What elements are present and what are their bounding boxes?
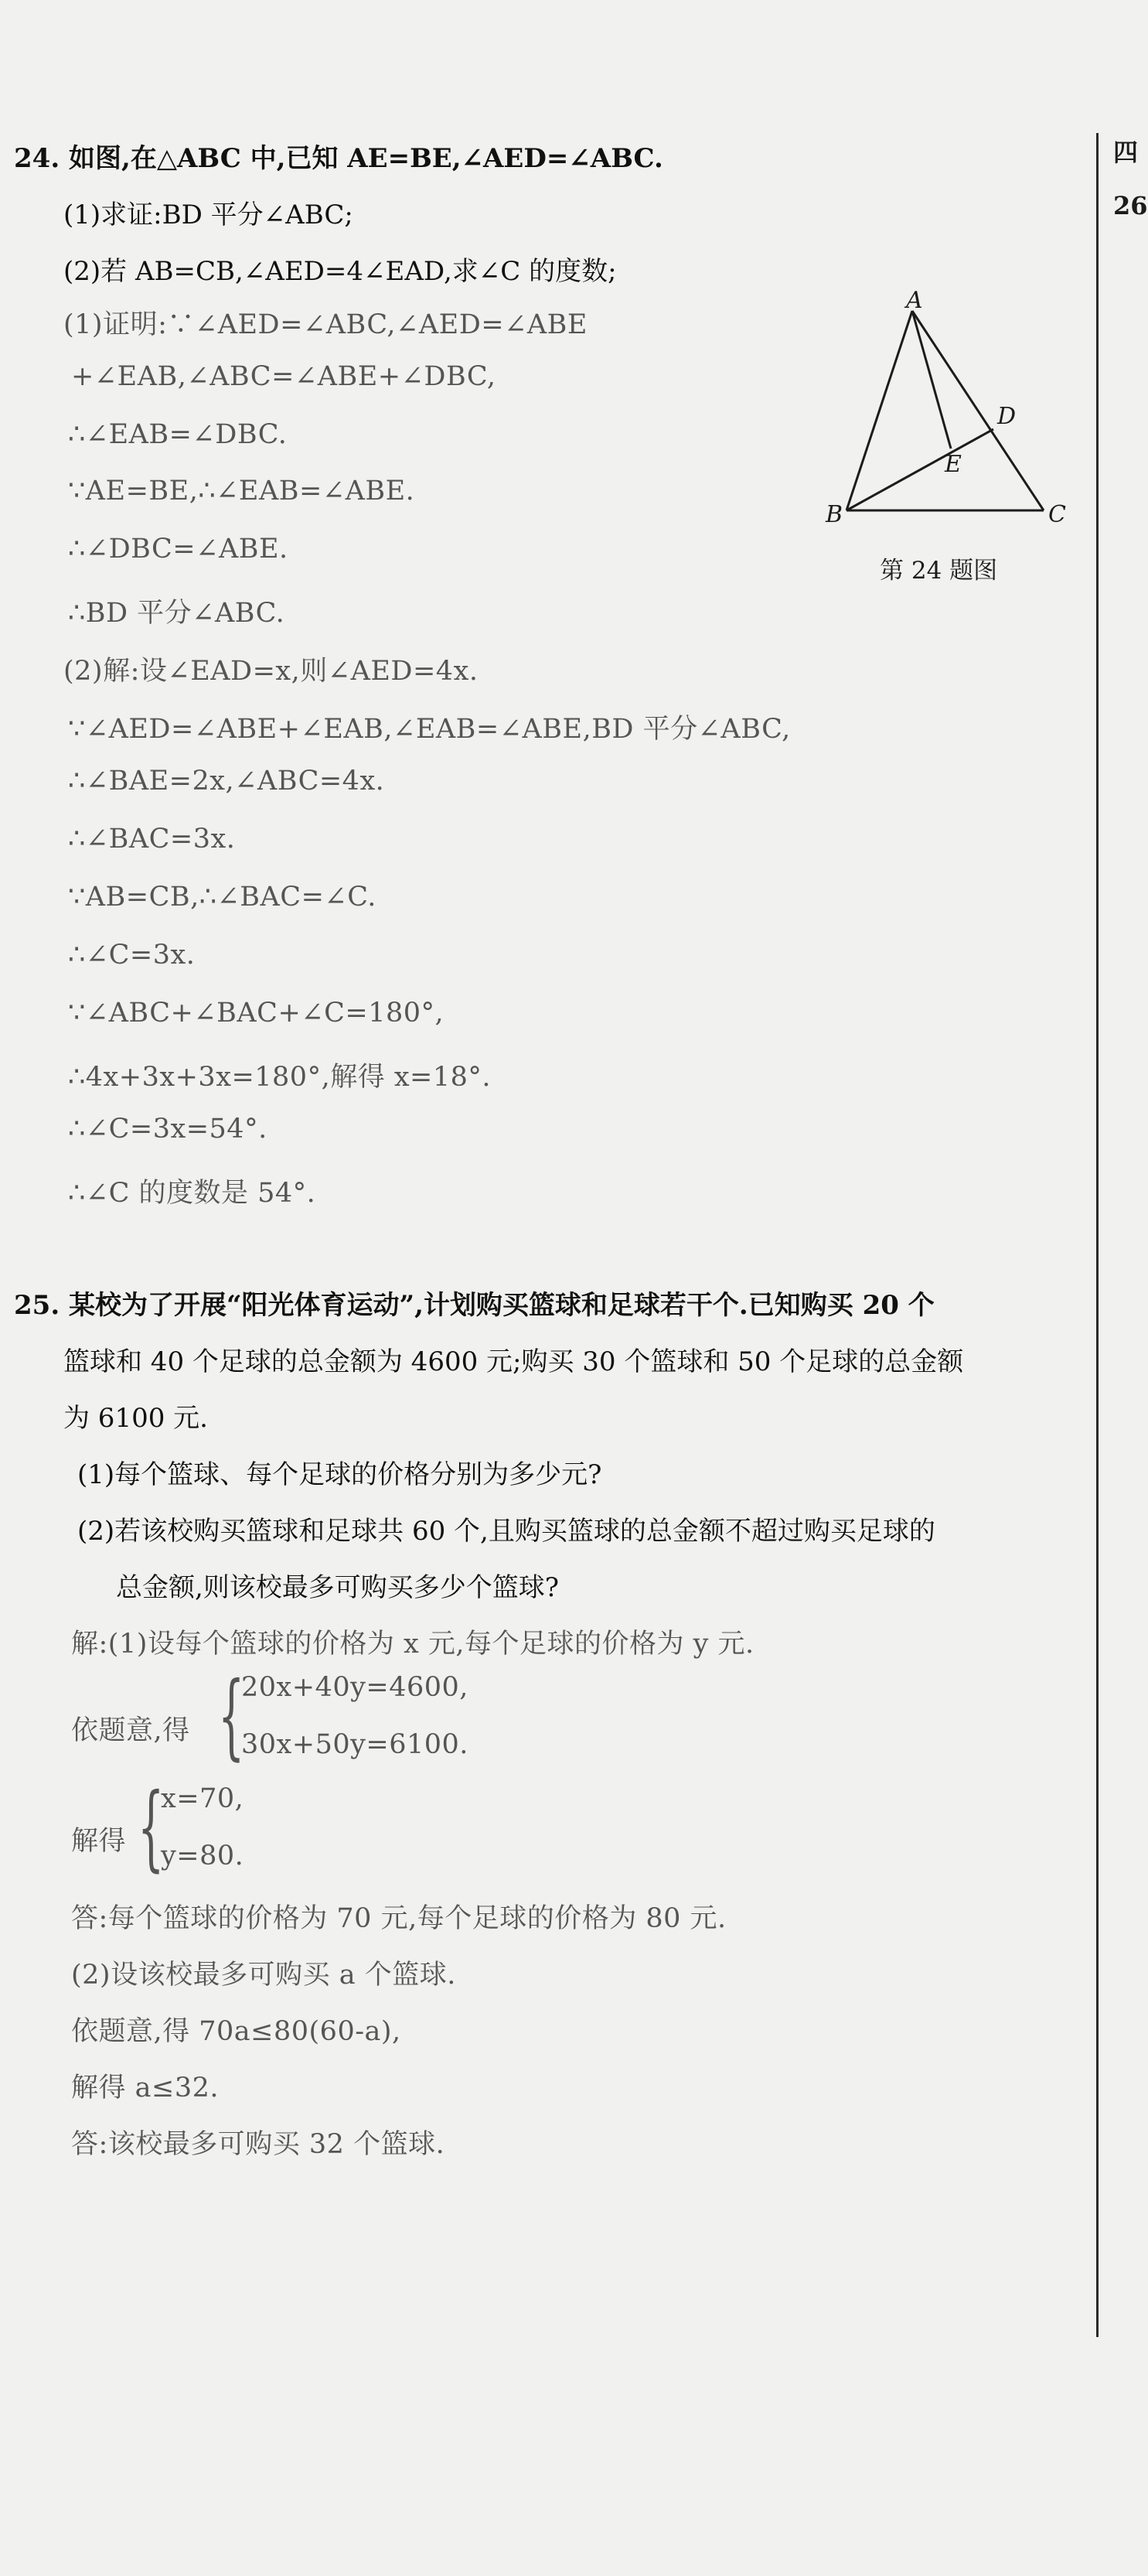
system-brace: { [218,1663,245,1770]
q24-stem: 24. 如图,在△ABC 中,已知 AE=BE,∠AED=∠ABC. [14,143,663,174]
q24-part1: (1)求证:BD 平分∠ABC; [63,200,353,230]
q25-system2-label: 解得 [71,1826,127,1857]
segment-AE [912,311,951,449]
q25-part2: (2)若该校购买篮球和足球共 60 个,且购买篮球的总金额不超过购买足球的 [77,1516,935,1547]
q25-system1-label: 依题意,得 [71,1715,190,1746]
q25-system1-eq: 30x+50y=6100. [241,1729,468,1760]
q24-answer-line: ∵∠AED=∠ABE+∠EAB,∠EAB=∠ABE,BD 平分∠ABC, [68,714,791,745]
q24-answer-line: (1)证明:∵∠AED=∠ABC,∠AED=∠ABE [63,309,588,340]
column-divider [1096,133,1099,2337]
q25-answer-line: 答:该校最多可购买 32 个篮球. [71,2129,445,2160]
q25-stem-cont: 篮球和 40 个足球的总金额为 4600 元;购买 30 个篮球和 50 个足球的总金额 [63,1346,964,1377]
vertex-label-C: C [1048,501,1066,528]
q24-answer-line: +∠EAB,∠ABC=∠ABE+∠DBC, [71,361,496,392]
q25-answer-line: (2)设该校最多可购买 a 个篮球. [71,1960,456,1991]
q25-system2-eq: y=80. [161,1841,244,1871]
q25-answer-line: 解:(1)设每个篮球的价格为 x 元,每个足球的价格为 y 元. [71,1629,755,1660]
vertex-label-D: D [997,403,1017,430]
q25-system2-eq: x=70, [161,1783,244,1814]
q25-answer-line: 依题意,得 70a≤80(60-a), [71,2016,401,2047]
q24-answer-line: ∴∠BAE=2x,∠ABC=4x. [68,766,385,797]
vertex-label-A: A [906,287,923,314]
q25-part1: (1)每个篮球、每个足球的价格分别为多少元? [77,1459,602,1490]
edge-section-label: 四 [1113,138,1139,167]
q25-stem: 25. 某校为了开展“阳光体育运动”,计划购买篮球和足球若干个.已知购买 20 个 [14,1290,935,1321]
triangle-figure [812,286,1090,541]
q24-answer-line: ∴4x+3x+3x=180°,解得 x=18°. [68,1062,492,1093]
q25-part2-cont: 总金额,则该校最多可购买多少个篮球? [116,1572,560,1603]
q24-answer-line: ∴∠EAB=∠DBC. [68,419,288,450]
point-label-E: E [945,451,962,478]
q25-stem-cont: 为 6100 元. [63,1403,208,1434]
q24-answer-line: ∵AB=CB,∴∠BAC=∠C. [68,882,376,913]
edge-question-number: 26 [1113,191,1148,220]
q24-answer-line: ∴∠C=3x=54°. [68,1114,267,1145]
vertex-label-B: B [826,501,843,528]
q24-answer-line: ∵AE=BE,∴∠EAB=∠ABE. [68,476,415,507]
q25-answer-line: 答:每个篮球的价格为 70 元,每个足球的价格为 80 元. [71,1903,727,1934]
q24-answer-line: ∴∠BAC=3x. [68,824,236,855]
q25-answer-line: 解得 a≤32. [71,2073,219,2103]
q24-answer-line: (2)解:设∠EAD=x,则∠AED=4x. [63,656,479,687]
figure-caption: 第 24 题图 [880,557,998,585]
q24-part2: (2)若 AB=CB,∠AED=4∠EAD,求∠C 的度数; [63,256,617,287]
q24-answer-line: ∴∠C 的度数是 54°. [68,1178,316,1209]
q24-answer-line: ∴BD 平分∠ABC. [68,598,285,629]
q24-answer-line: ∵∠ABC+∠BAC+∠C=180°, [68,998,445,1029]
q25-system1-eq: 20x+40y=4600, [241,1672,468,1703]
system-brace: { [138,1774,165,1882]
q24-answer-line: ∴∠DBC=∠ABE. [68,534,288,565]
segment-AC [912,311,1044,510]
q24-answer-line: ∴∠C=3x. [68,940,196,971]
